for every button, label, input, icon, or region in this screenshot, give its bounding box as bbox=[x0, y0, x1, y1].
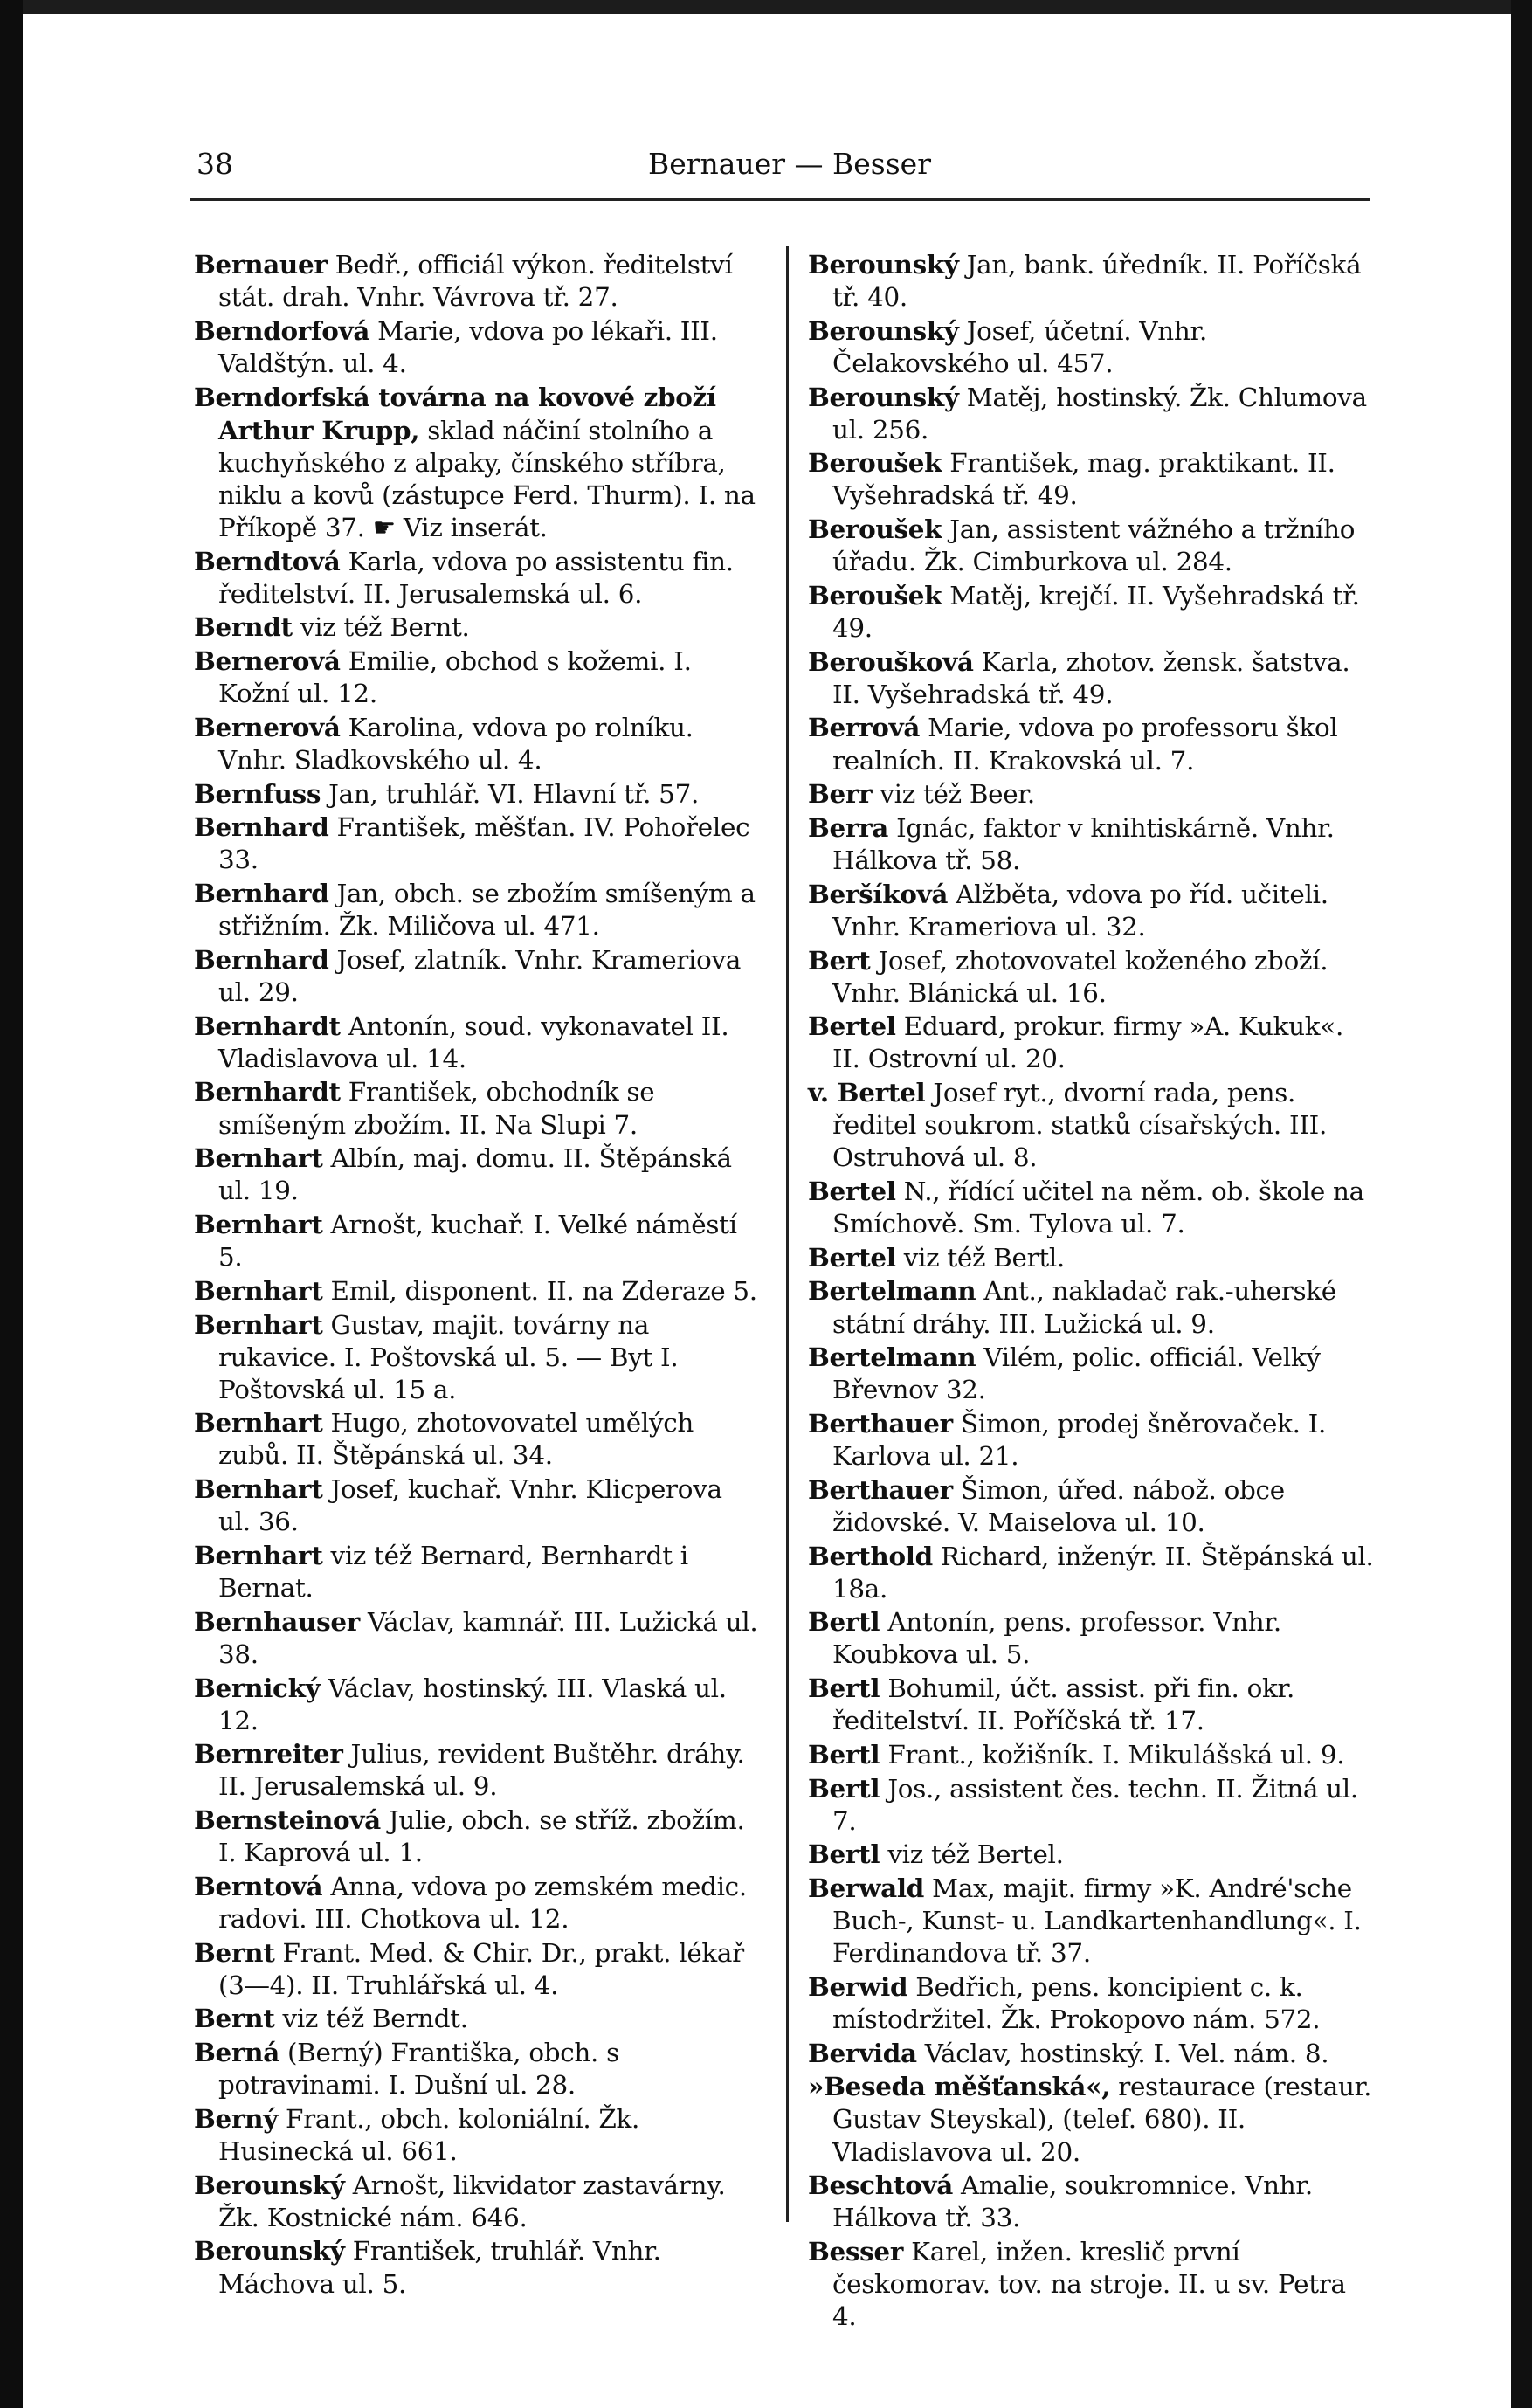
entry-surname: Bernhauser bbox=[194, 1605, 360, 1637]
entry-details: N., řídící učitel na něm. ob. škole na Smíchově. Sm. Tylova ul. 7. bbox=[832, 1176, 1364, 1239]
entry-surname: Bernhard bbox=[194, 811, 329, 843]
running-head: Bernauer — Besser bbox=[648, 147, 931, 181]
entry-surname: Bernt bbox=[194, 2003, 275, 2034]
column-divider bbox=[786, 246, 789, 2222]
directory-entry bbox=[194, 1539, 762, 1604]
directory-entry bbox=[808, 446, 1376, 512]
directory-entry bbox=[808, 1175, 1376, 1240]
entry-details: Bohumil, účt. assist. při fin. okr. ředitelství. II. Poříčská tř. 17. bbox=[832, 1673, 1295, 1736]
entry-details: Václav, kamnář. III. Lužická ul. 38. bbox=[218, 1606, 758, 1669]
directory-entry bbox=[194, 1274, 762, 1307]
entry-surname: Bernhart bbox=[194, 1407, 323, 1439]
entry-surname: v. Bertel bbox=[808, 1077, 926, 1108]
entry-surname: Beroušek bbox=[808, 447, 942, 479]
entry-details: Ignác, faktor v knihtiskárně. Vnhr. Hálkova tř. 58. bbox=[832, 812, 1335, 876]
entry-details: Anna, vdova po zemském medic. radovi. III. Chotkova ul. 12. bbox=[218, 1871, 747, 1934]
entry-details: Josef ryt., dvorní rada, pens. ředitel soukrom. statků císařských. III. Ostruhová ul. 8. bbox=[832, 1078, 1327, 1173]
entry-details: Amalie, soukromnice. Vnhr. Hálkova tř. 33. bbox=[832, 2170, 1313, 2233]
entry-details: Emil, disponent. II. na Zderaze 5. bbox=[322, 1275, 757, 1306]
entry-surname: Berndorfová bbox=[194, 314, 370, 346]
entry-details: Frant. Med. & Chir. Dr., prakt. lékař (3—4). II. Truhlářská ul. 4. bbox=[218, 1937, 744, 2000]
directory-entry bbox=[808, 1473, 1376, 1539]
directory-entry bbox=[808, 381, 1376, 446]
directory-entry bbox=[194, 2102, 762, 2168]
entry-surname: Bertl bbox=[808, 1673, 880, 1704]
entry-details: Šimon, prodej šněrovaček. I. Karlova ul. 21. bbox=[832, 1408, 1327, 1472]
entry-details: Antonín, soud. vykonavatel II. Vladislavova ul. 14. bbox=[218, 1011, 729, 1073]
entry-surname: Bertel bbox=[808, 1241, 896, 1273]
entry-surname: Bernerová bbox=[194, 711, 341, 742]
entry-details: Marie, vdova po lékaři. III. Valdštýn. ul. 4. bbox=[218, 315, 718, 378]
entry-details: Julie, obch. se stříž. zbožím. I. Kaprová ul. 1. bbox=[218, 1805, 745, 1868]
entry-details: František, truhlář. Vnhr. Máchova ul. 5. bbox=[218, 2236, 661, 2299]
entry-surname: Berounský bbox=[194, 2169, 345, 2200]
entry-surname: Bernhardt bbox=[194, 1010, 341, 1041]
directory-entry bbox=[194, 777, 762, 811]
entry-surname: Berounský bbox=[808, 249, 959, 279]
directory-entry bbox=[808, 579, 1376, 645]
directory-entry bbox=[808, 248, 1376, 314]
entry-details: Karel, inžen. kreslič první českomorav. tov. na stroje. II. u sv. Petra 4. bbox=[832, 2237, 1346, 2332]
entry-surname: Bernhart bbox=[194, 1142, 323, 1174]
entry-surname: Berrová bbox=[808, 712, 921, 743]
directory-entry bbox=[808, 2037, 1376, 2070]
directory-entry bbox=[808, 1076, 1376, 1174]
entry-details: Šimon, úřed. nábož. obce židovské. V. Maiselova ul. 10. bbox=[832, 1474, 1285, 1537]
directory-entry bbox=[194, 1870, 762, 1935]
directory-entry bbox=[808, 1772, 1376, 1838]
left-column bbox=[194, 248, 762, 2301]
directory-entry bbox=[194, 248, 762, 314]
entry-details: Bedř., officiál výkon. ředitelství stát. drah. Vnhr. Vávrova tř. 27. bbox=[218, 250, 733, 313]
entry-details: Max, majit. firmy »K. André'sche Buch-, Kunst- u. Landkartenhandlung«. I. Ferdinandova tř. 37. bbox=[832, 1873, 1362, 1969]
directory-entry bbox=[194, 711, 762, 776]
entry-details: Frant., kožišník. I. Mikulášská ul. 9. bbox=[880, 1739, 1345, 1770]
directory-entry bbox=[194, 1208, 762, 1273]
directory-entry bbox=[194, 1936, 762, 2002]
entry-surname: Beroušek bbox=[808, 579, 942, 611]
directory-entry bbox=[194, 2002, 762, 2035]
entry-surname: Bertel bbox=[808, 1011, 896, 1042]
entry-surname: Beroušková bbox=[808, 645, 974, 677]
directory-entry bbox=[808, 944, 1376, 1010]
scan-border-left bbox=[0, 0, 23, 2408]
entry-details: Karla, zhotov. žensk. šatstva. II. Vyšehradská tř. 49. bbox=[832, 646, 1350, 709]
directory-entry bbox=[194, 545, 762, 611]
entry-details: restaurace (restaur. Gustav Steyskal), (telef. 680). II. Vladislavova ul. 20. bbox=[832, 2072, 1372, 2167]
right-column bbox=[808, 248, 1376, 2334]
entry-surname: Berthold bbox=[808, 1540, 933, 1571]
entry-details: viz též Beer. bbox=[872, 779, 1035, 810]
directory-entry bbox=[808, 777, 1376, 811]
entry-surname: Bernauer bbox=[194, 249, 328, 279]
entry-surname: Bertl bbox=[808, 1606, 880, 1638]
entry-details: Frant., obch. koloniální. Žk. Husinecká ul. 661. bbox=[218, 2103, 640, 2166]
entry-surname: »Beseda měšťanská«, bbox=[808, 2071, 1111, 2102]
entry-details: Ant., nakladač rak.-uherské státní dráhy. III. Lužická ul. 9. bbox=[832, 1276, 1336, 1339]
entry-surname: Bernhart bbox=[194, 1308, 323, 1340]
entry-surname: Berntová bbox=[194, 1870, 323, 1901]
directory-entry bbox=[194, 1010, 762, 1075]
entry-surname: Berthauer bbox=[808, 1407, 953, 1439]
directory-entry bbox=[808, 1274, 1376, 1340]
directory-entry bbox=[194, 1075, 762, 1141]
entry-surname: Bernfuss bbox=[194, 777, 321, 809]
entry-details: Josef, zhotovovatel koženého zboží. Vnhr. Blánická ul. 16. bbox=[832, 945, 1328, 1008]
directory-entry bbox=[808, 1540, 1376, 1605]
entry-details: Gustav, majit. továrny na rukavice. I. Poštovská ul. 5. — Byt I. Poštovská ul. 15 a. bbox=[218, 1309, 679, 1404]
entry-details: Arnošt, kuchař. I. Velké náměstí 5. bbox=[218, 1210, 737, 1273]
entry-details: Václav, hostinský. III. Vlaská ul. 12. bbox=[218, 1673, 727, 1735]
directory-entry bbox=[194, 1605, 762, 1671]
entry-details: Arnošt, likvidator zastavárny. Žk. Kostnické nám. 646. bbox=[218, 2170, 726, 2232]
entry-details: Josef, zlatník. Vnhr. Krameriova ul. 29. bbox=[218, 944, 742, 1007]
header-rule bbox=[190, 198, 1370, 201]
directory-entry bbox=[194, 877, 762, 942]
entry-details: viz též Bernard, Bernhardt i Bernat. bbox=[218, 1540, 688, 1604]
entry-surname: Bernhart bbox=[194, 1274, 323, 1306]
entry-surname: Berr bbox=[808, 778, 873, 810]
entry-details: Josef, kuchař. Vnhr. Klicperova ul. 36. bbox=[218, 1474, 722, 1537]
directory-entry bbox=[808, 1341, 1376, 1406]
entry-surname: Berndtová bbox=[194, 545, 341, 576]
directory-entry bbox=[194, 1672, 762, 1737]
entry-details: viz též Berndt. bbox=[274, 2004, 468, 2034]
directory-entry bbox=[194, 2036, 762, 2101]
entry-surname: Bernhardt bbox=[194, 1076, 341, 1107]
entry-surname: Beschtová bbox=[808, 2170, 953, 2201]
entry-details: (Berný) Františka, obch. s potravinami. I. Dušní ul. 28. bbox=[218, 2038, 619, 2101]
entry-surname: Berwald bbox=[808, 1873, 924, 1904]
entry-details: Richard, inženýr. II. Štěpánská ul. 18a. bbox=[832, 1541, 1374, 1604]
entry-surname: Beroušek bbox=[808, 514, 942, 545]
entry-details: Jos., assistent čes. techn. II. Žitná ul. 7. bbox=[832, 1773, 1358, 1836]
directory-entry bbox=[808, 1838, 1376, 1871]
entry-details: Alžběta, vdova po říd. učiteli. Vnhr. Krameriova ul. 32. bbox=[832, 879, 1328, 942]
entry-details: František, měšťan. IV. Pohořelec 33. bbox=[218, 812, 750, 875]
entry-surname: Bernický bbox=[194, 1672, 321, 1703]
entry-surname: Berndorfská továrna na kovové zboží Arthur Krupp, bbox=[194, 381, 716, 445]
entry-details: František, mag. praktikant. II. Vyšehradská tř. 49. bbox=[832, 448, 1335, 511]
entry-surname: Bernhart bbox=[194, 1473, 323, 1505]
entry-surname: Bernhart bbox=[194, 1209, 323, 1240]
directory-entry bbox=[808, 1407, 1376, 1473]
entry-surname: Berná bbox=[194, 2037, 279, 2068]
entry-details: Albín, maj. domu. II. Štěpánská ul. 19. bbox=[218, 1143, 732, 1206]
entry-surname: Bernsteinová bbox=[194, 1804, 381, 1836]
entry-details: Karolina, vdova po rolníku. Vnhr. Sladkovského ul. 4. bbox=[218, 712, 694, 775]
entry-details: Václav, hostinský. I. Vel. nám. 8. bbox=[916, 2038, 1329, 2068]
entry-surname: Besser bbox=[808, 2236, 904, 2267]
directory-entry bbox=[194, 1406, 762, 1472]
entry-details: Jan, obch. se zbožím smíšeným a střižním. Žk. Miličova ul. 471. bbox=[218, 879, 756, 942]
entry-surname: Berthauer bbox=[808, 1473, 953, 1505]
entry-details: Antonín, pens. professor. Vnhr. Koubkova ul. 5. bbox=[832, 1607, 1281, 1670]
entry-surname: Bertelmann bbox=[808, 1342, 976, 1373]
entry-details: Josef, účetní. Vnhr. Čelakovského ul. 457. bbox=[832, 315, 1208, 378]
scan-border-right bbox=[1511, 0, 1532, 2408]
directory-entry bbox=[808, 1970, 1376, 2036]
directory-entry bbox=[808, 2070, 1376, 2168]
directory-entry bbox=[808, 645, 1376, 711]
entry-details: Jan, assistent vážného a tržního úřadu. Žk. Cimburkova ul. 284. bbox=[832, 514, 1356, 577]
directory-entry bbox=[808, 1738, 1376, 1771]
directory-entry bbox=[808, 2169, 1376, 2234]
directory-entry bbox=[194, 1804, 762, 1869]
directory-entry bbox=[194, 1737, 762, 1803]
entry-surname: Bertl bbox=[808, 1839, 880, 1870]
entry-surname: Bernhart bbox=[194, 1539, 323, 1570]
entry-details: viz též Bertel. bbox=[880, 1839, 1064, 1870]
page-number: 38 bbox=[197, 147, 233, 181]
entry-details: Marie, vdova po professoru škol realních. II. Krakovská ul. 7. bbox=[832, 713, 1338, 776]
entry-details: sklad náčiní stolního a kuchyňského z alpaky, čínského stříbra, niklu a kovů (zástupce Ferd. Thurm). I. na Příkopě 37. ☛ Viz inserát. bbox=[218, 415, 756, 542]
entry-surname: Berounský bbox=[808, 314, 959, 346]
directory-entry bbox=[808, 1241, 1376, 1274]
directory-entry bbox=[194, 645, 762, 710]
entry-details: Eduard, prokur. firmy »A. Kukuk«. II. Ostrovní ul. 20. bbox=[832, 1011, 1344, 1074]
directory-entry bbox=[194, 2234, 762, 2300]
entry-surname: Bertel bbox=[808, 1175, 896, 1206]
directory-entry bbox=[808, 711, 1376, 776]
directory-entry bbox=[808, 811, 1376, 877]
entry-surname: Bert bbox=[808, 944, 871, 976]
directory-entry bbox=[808, 513, 1376, 578]
directory-entry bbox=[808, 2235, 1376, 2333]
entry-details: Vilém, polic. officiál. Velký Břevnov 32. bbox=[832, 1342, 1321, 1405]
entry-surname: Berra bbox=[808, 811, 889, 843]
directory-entry bbox=[194, 1142, 762, 1207]
directory-entry bbox=[194, 611, 762, 644]
entry-details: Julius, revident Buštěhr. dráhy. II. Jerusalemská ul. 9. bbox=[218, 1739, 745, 1802]
entry-surname: Bernhard bbox=[194, 878, 329, 909]
directory-entry bbox=[808, 878, 1376, 943]
directory-entry bbox=[808, 1010, 1376, 1075]
entry-details: viz též Bernt. bbox=[292, 612, 470, 643]
directory-entry bbox=[808, 1605, 1376, 1671]
entry-surname: Bernt bbox=[194, 1936, 275, 1968]
entry-details: Jan, truhlář. VI. Hlavní tř. 57. bbox=[321, 778, 700, 809]
entry-surname: Berounský bbox=[194, 2235, 345, 2267]
entry-surname: Bertl bbox=[808, 1738, 880, 1770]
entry-details: František, obchodník se smíšeným zbožím. II. Na Slupi 7. bbox=[218, 1077, 655, 1140]
scan-border-top bbox=[0, 0, 1532, 14]
entry-surname: Berndt bbox=[194, 611, 293, 643]
entry-surname: Bertl bbox=[808, 1772, 880, 1804]
directory-entry bbox=[194, 314, 762, 380]
entry-details: Bedřich, pens. koncipient c. k. místodržitel. Žk. Prokopovo nám. 572. bbox=[832, 1971, 1321, 2034]
entry-surname: Berounský bbox=[808, 381, 959, 412]
entry-details: Hugo, zhotovovatel umělých zubů. II. Štěpánská ul. 34. bbox=[218, 1408, 694, 1471]
entry-details: viz též Bertl. bbox=[895, 1242, 1065, 1273]
directory-entry bbox=[808, 1672, 1376, 1737]
directory-entry bbox=[194, 943, 762, 1009]
entry-details: Jan, bank. úředník. II. Poříčská tř. 40. bbox=[832, 250, 1362, 313]
entry-surname: Beršíková bbox=[808, 878, 949, 909]
entry-details: Karla, vdova po assistentu fin. ředitelství. II. Jerusalemská ul. 6. bbox=[218, 546, 734, 609]
entry-surname: Bernreiter bbox=[194, 1738, 343, 1770]
entry-surname: Bervida bbox=[808, 2037, 917, 2068]
directory-entry bbox=[808, 314, 1376, 380]
entry-details: Matěj, krejčí. II. Vyšehradská tř. 49. bbox=[832, 580, 1360, 643]
entry-details: Matěj, hostinský. Žk. Chlumova ul. 256. bbox=[832, 382, 1367, 445]
entry-surname: Bernhard bbox=[194, 943, 329, 975]
entry-surname: Berný bbox=[194, 2102, 278, 2134]
entry-surname: Berwid bbox=[808, 1970, 908, 2002]
directory-entry bbox=[194, 381, 762, 544]
directory-entry bbox=[194, 1308, 762, 1406]
directory-entry bbox=[808, 1872, 1376, 1970]
directory-entry bbox=[194, 1473, 762, 1538]
entry-surname: Bernerová bbox=[194, 645, 341, 677]
directory-entry bbox=[194, 2169, 762, 2234]
directory-entry bbox=[194, 811, 762, 876]
entry-details: Emilie, obchod s kožemi. I. Kožní ul. 12. bbox=[218, 646, 692, 709]
entry-surname: Bertelmann bbox=[808, 1275, 976, 1307]
